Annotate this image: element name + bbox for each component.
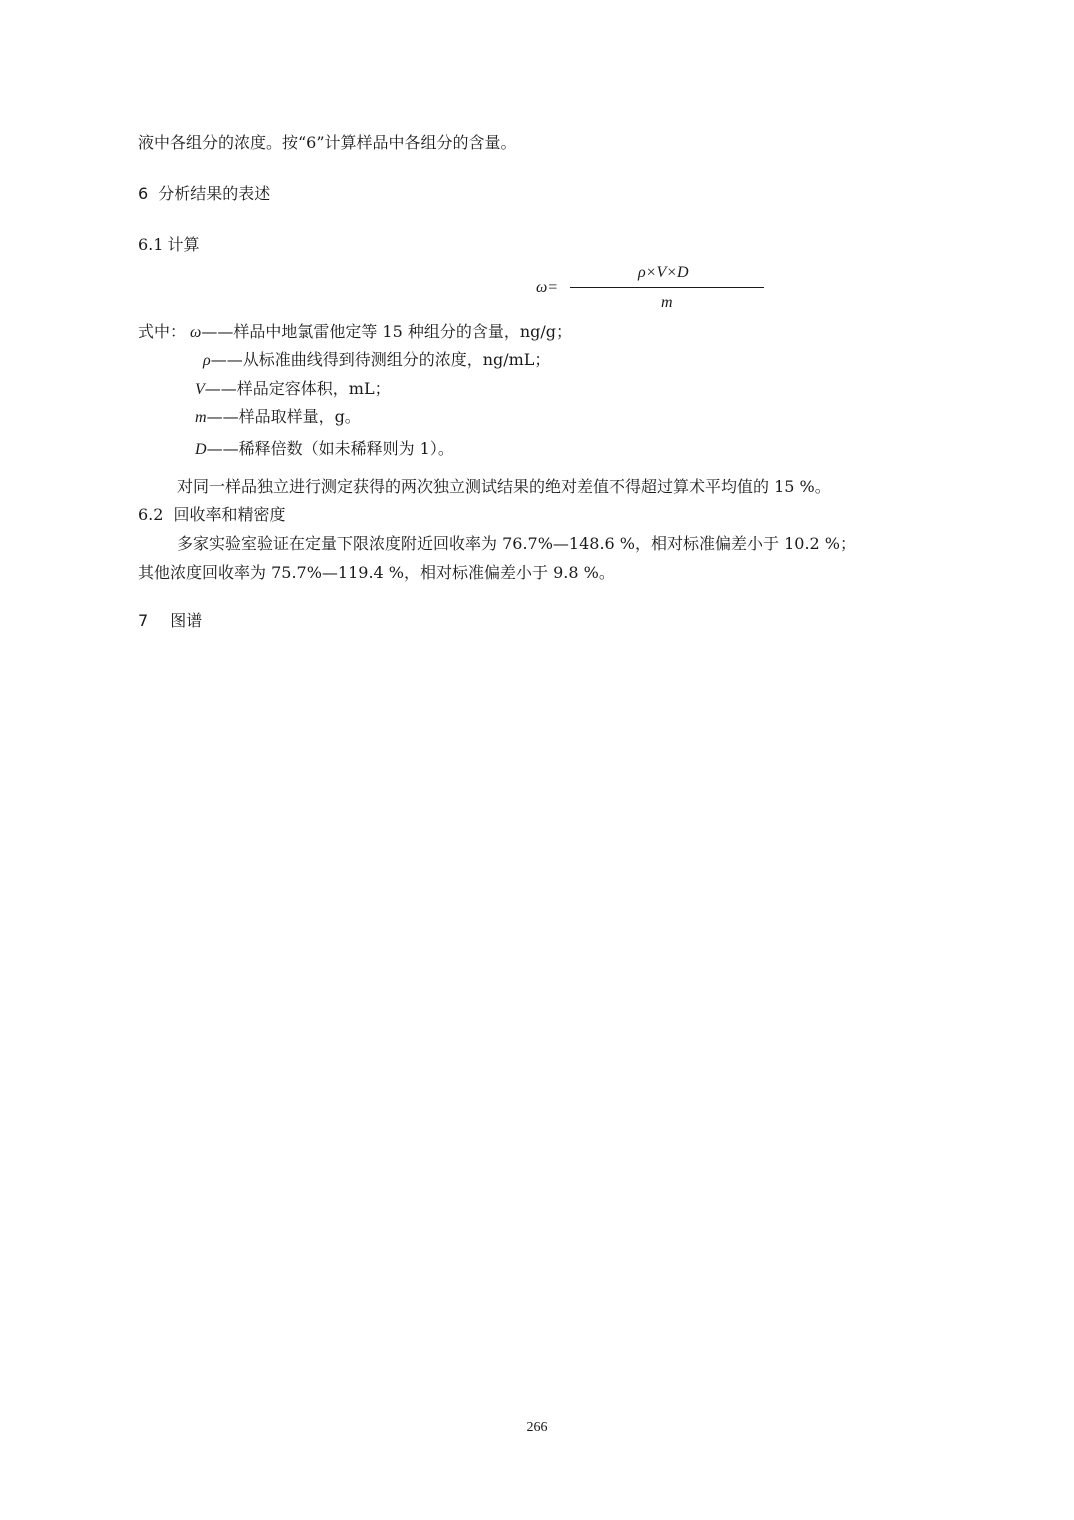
section-6-1-title: 计算 [167,235,200,254]
rho-symbol: ρ [203,352,211,369]
section-7-heading [138,610,202,632]
variable-rho-line [203,349,550,372]
variable-d-line [195,438,454,461]
section-6-2-number: 6.2 [138,505,164,524]
recovery-line-2: 其他浓度回收率为 75.7%—119.4 %，相对标准偏差小于 9.8 %。 [138,563,615,582]
repeatability-text: 对同一样品独立进行测定获得的两次独立测试结果的绝对差值不得超过算术平均值的 15 %。 [177,477,831,496]
fraction-bar [570,287,764,288]
variable-omega-line [138,321,572,344]
variables-lead: 式中： [138,322,187,341]
section-6-1-number: 6.1 [138,235,164,254]
omega-definition: ——样品中地氯雷他定等 15 种组分的含量，ng/g； [201,322,573,341]
variable-m-line [195,406,361,429]
d-symbol: D [195,441,207,458]
section-6-1-heading [138,234,199,256]
section-6-2-title: 回收率和精密度 [173,505,286,524]
formula-denominator: m [661,294,673,311]
recovery-line-1: 多家实验室验证在定量下限浓度附近回收率为 76.7%—148.6 %，相对标准偏差小于 10.2 %； [177,534,857,553]
section-6-2-heading [138,504,285,526]
section-6-title: 分析结果的表述 [158,184,271,203]
page-number: 266 [526,1420,548,1435]
variable-v-line [195,378,391,401]
m-symbol: m [195,409,207,426]
formula-lhs: ω= [536,279,559,296]
v-definition: ——样品定容体积，mL； [204,379,391,398]
formula-numerator: ρ×V×D [638,264,689,281]
rho-definition: ——从标准曲线得到待测组分的浓度，ng/mL； [210,350,551,369]
omega-symbol: ω [190,324,202,341]
section-7-title: 图谱 [170,611,203,630]
section-6-heading [138,183,270,205]
section-6-number: 6 [138,184,149,203]
intro-line: 液中各组分的浓度。按“6”计算样品中各组分的含量。 [138,133,517,152]
section-7-number: 7 [138,611,149,630]
v-symbol: V [195,381,205,398]
d-definition: ——稀释倍数（如未稀释则为 1）。 [206,439,454,458]
m-definition: ——样品取样量，g。 [206,407,361,426]
